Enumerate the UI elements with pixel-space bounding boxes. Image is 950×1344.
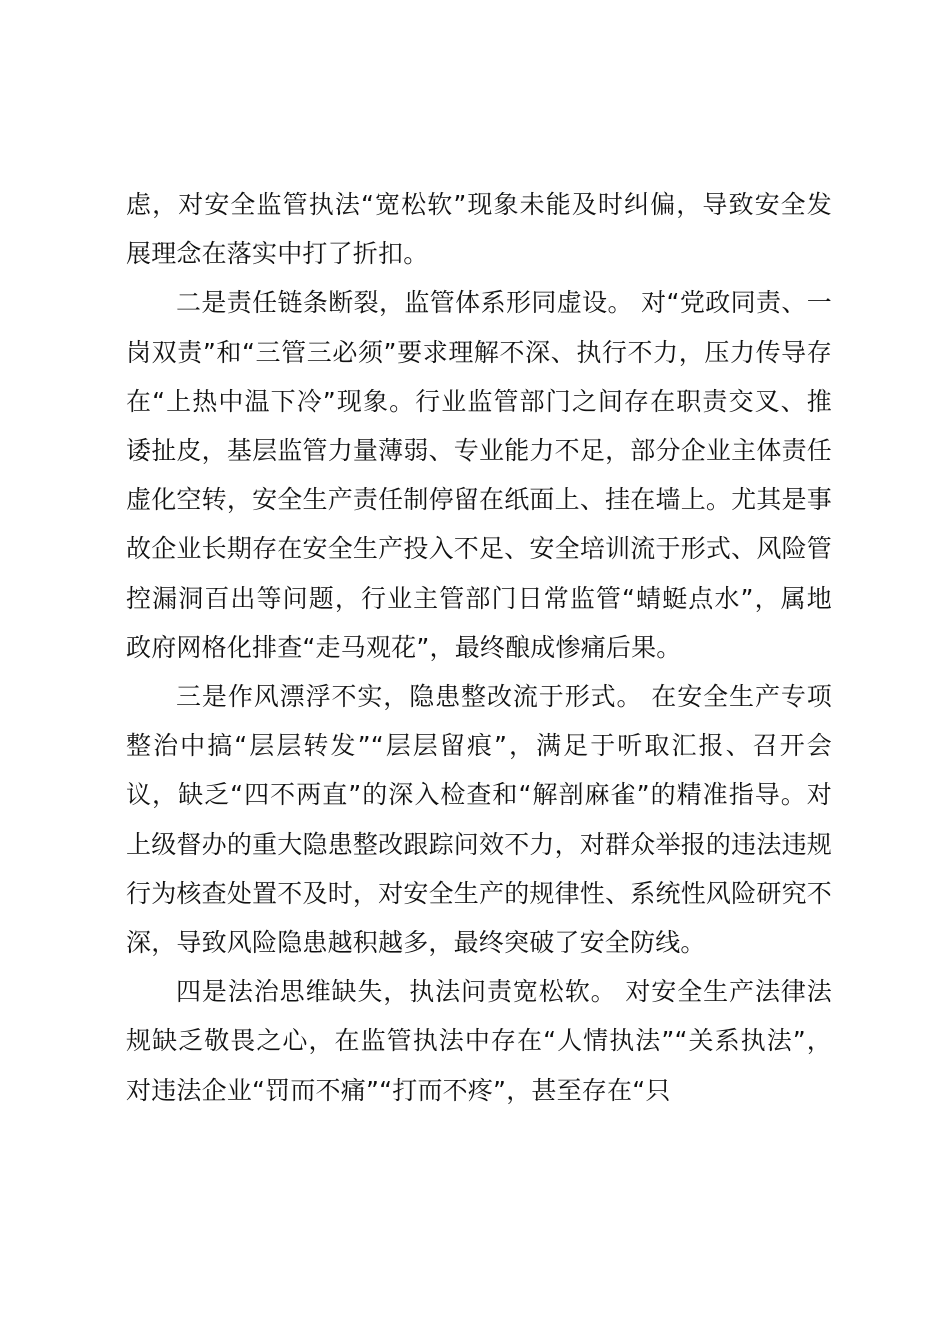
document-body: [126, 180, 832, 1115]
paragraph-rule-of-law: 四是法治思维缺失，执法问责宽松软。 对安全生产法律法规缺乏敬畏之心，在监管执法中存在“人情执法”“关系执法”，对违法企业“罚而不痛”“打而不疼”，甚至存在“只: [126, 977, 832, 1105]
paragraph-continuation: 虑，对安全监管执法“宽松软”现象未能及时纠偏，导致安全发展理念在落实中打了折扣。: [126, 190, 832, 269]
paragraph-responsibility-chain: 二是责任链条断裂，监管体系形同虚设。 对“党政同责、一岗双责”和“三管三必须”要求理解不深、执行不力，压力传导存在“上热中温下冷”现象。行业监管部门之间存在职责交叉、推诿扯皮，基层监管力量薄弱、专业能力不足，部分企业主体责任虚化空转，安全生产责任制停留在纸面上、挂在墙上。尤其是事故企业长期存在安全生产投入不足、安全培训流于形式、风险管控漏洞百出等问题，行业主管部门日常监管“蜻蜓点水”，属地政府网格化排查“走马观花”，最终酿成惨痛后果。: [126, 288, 832, 662]
paragraph-work-style: 三是作风漂浮不实，隐患整改流于形式。 在安全生产专项整治中搞“层层转发”“层层留痕”，满足于听取汇报、召开会议，缺乏“四不两直”的深入检查和“解剖麻雀”的精准指导。对上级督办的重大隐患整改跟踪问效不力，对群众举报的违法违规行为核查处置不及时，对安全生产的规律性、系统性风险研究不深，导致风险隐患越积越多，最终突破了安全防线。: [126, 682, 832, 958]
